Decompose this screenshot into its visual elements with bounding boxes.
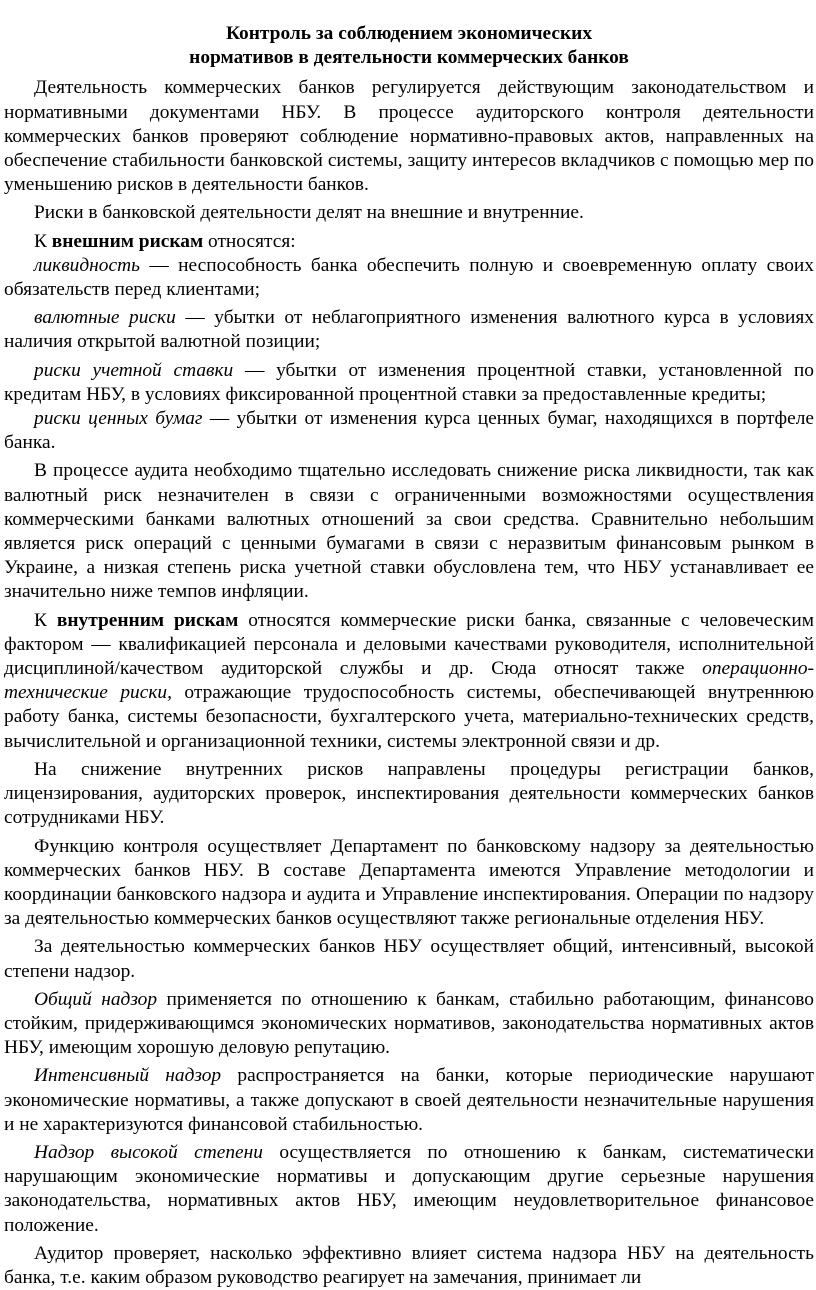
text-span: — неспособность банка обеспечить полную и своевременную оплату своих обязательств перед клиентами; <box>4 254 814 301</box>
italic-term-operational-risks: операционно-технические риски, <box>4 658 814 704</box>
title-line-2: нормативов в деятельности коммерческих банков <box>189 47 629 69</box>
paragraph-interest-rate-risks <box>4 359 814 407</box>
bold-term-external-risks: внешним рискам <box>51 230 204 252</box>
document-title <box>4 22 814 70</box>
text-span: — убытки от изменения курса ценных бумаг, находящихся в портфеле банка. <box>4 408 814 454</box>
title-line-1: Контроль за соблюдением экономических <box>225 23 593 44</box>
paragraph-internal-risks <box>4 609 814 754</box>
text-span: распространяется на банки, которые периодические нарушают экономические нормативы, а также допускают в своей деятельности незначительные нарушения и не характеризуются финансовой стабильностью. <box>4 1065 814 1135</box>
text-span: — убытки от неблагоприятного изменения валютного курса в условиях наличия открытой валютной позиции; <box>4 307 814 353</box>
italic-term: риски ценных бумаг <box>34 408 203 430</box>
italic-term: ликвидность <box>34 254 140 276</box>
paragraph-securities-risks <box>4 407 814 455</box>
text-span: К <box>34 609 57 631</box>
italic-term: Интенсивный надзор <box>34 1065 222 1087</box>
paragraph-intensive-supervision <box>4 1064 814 1137</box>
text-span: относятся: <box>203 230 296 252</box>
text-span: К <box>34 230 52 252</box>
paragraph-high-supervision <box>4 1141 814 1238</box>
paragraph-liquidity <box>4 254 814 302</box>
italic-term: Надзор высокой степени <box>34 1141 263 1163</box>
text-span: — убытки от изменения процентной ставки, установленной по кредитам НБУ, в условиях фиксированной процентной ставки за предоставленные кредиты; <box>4 359 814 405</box>
paragraph-internal-risk-procedures: На снижение внутренних рисков направлены процедуры регистрации банков, лицензирования, аудиторских проверок, инспектирования деятельности коммерческих банков сотрудниками НБУ. <box>4 758 814 829</box>
paragraph-external-risks-heading <box>4 230 814 254</box>
paragraph-intro: Деятельность коммерческих банков регулируется действующим законодательством и нормативными документами НБУ. В процессе аудиторского контроля деятельности коммерческих банков проверяют соблюдение нормативно-правовых актов, направленных на обеспечение стабильности банковской системы, защиту интересов вкладчиков с помощью мер по уменьшению рисков в деятельности банков. <box>4 77 814 196</box>
text-span: отражающие трудоспособность системы, обеспечивающей внутреннюю работу банка, системы безопасности, бухгалтерского учета, материально-технических средств, вычислительной и организационной техники, системы электронной связи и др. <box>4 682 814 752</box>
italic-term: риски учетной ставки <box>34 359 234 381</box>
paragraph-audit-liquidity: В процессе аудита необходимо тщательно исследовать снижение риска ликвидности, так как валютный риск незначителен в связи с ограниченными возможностями осуществления коммерческими банками валютных отношений за свои средства. Сравнительно небольшим является риск операций с ценными бумагами в связи с неразвитым финансовым рынком в Украине, а низкая степень риска учетной ставки обусловлена тем, что НБУ устанавливает ее значительно ниже темпов инфляции. <box>4 460 814 603</box>
paragraph-supervision-types: За деятельностью коммерческих банков НБУ осуществляет общий, интенсивный, высокой степени надзор. <box>4 936 814 982</box>
bold-term-internal-risks: внутренним рискам <box>56 609 239 631</box>
paragraph-currency-risks <box>4 306 814 354</box>
text-span: применяется по отношению к банкам, стабильно работающим, финансово стойким, придерживающимся экономических нормативов, законодательства нормативных актов НБУ, имеющим хорошую деловую репутацию. <box>4 988 814 1059</box>
paragraph-risk-types: Риски в банковской деятельности делят на внешние и внутренние. <box>34 202 584 224</box>
text-span: относятся коммерческие риски банка, связанные с человеческим фактором — квалификацией персонала и деловыми качествами руководителя, исполнительной дисциплиной/качеством аудиторской службы и др. Сюда относят также <box>4 609 814 680</box>
paragraph-auditor-checks: Аудитор проверяет, насколько эффективно влияет система надзора НБУ на деятельность банка, т.е. каким образом руководство реагирует на замечания, принимает ли <box>4 1242 814 1288</box>
italic-term: валютные риски <box>34 307 176 329</box>
paragraph-control-function: Функцию контроля осуществляет Департамент по банковскому надзору за деятельностью коммерческих банков НБУ. В составе Департамента имеются Управление методологии и координации банковского надзора и аудита и Управление инспектирования. Операции по надзору за деятельностью коммерческих банков осуществляют также региональные отделения НБУ. <box>4 835 814 930</box>
italic-term: Общий надзор <box>34 988 158 1010</box>
paragraph-general-supervision <box>4 988 814 1061</box>
text-span: осуществляется по отношению к банкам, систематически нарушающим экономические нормативы и допускающим другие серьезные нарушения законодательства, нормативных актов НБУ, имеющим неудовлетворительное финансовое положение. <box>4 1141 815 1236</box>
